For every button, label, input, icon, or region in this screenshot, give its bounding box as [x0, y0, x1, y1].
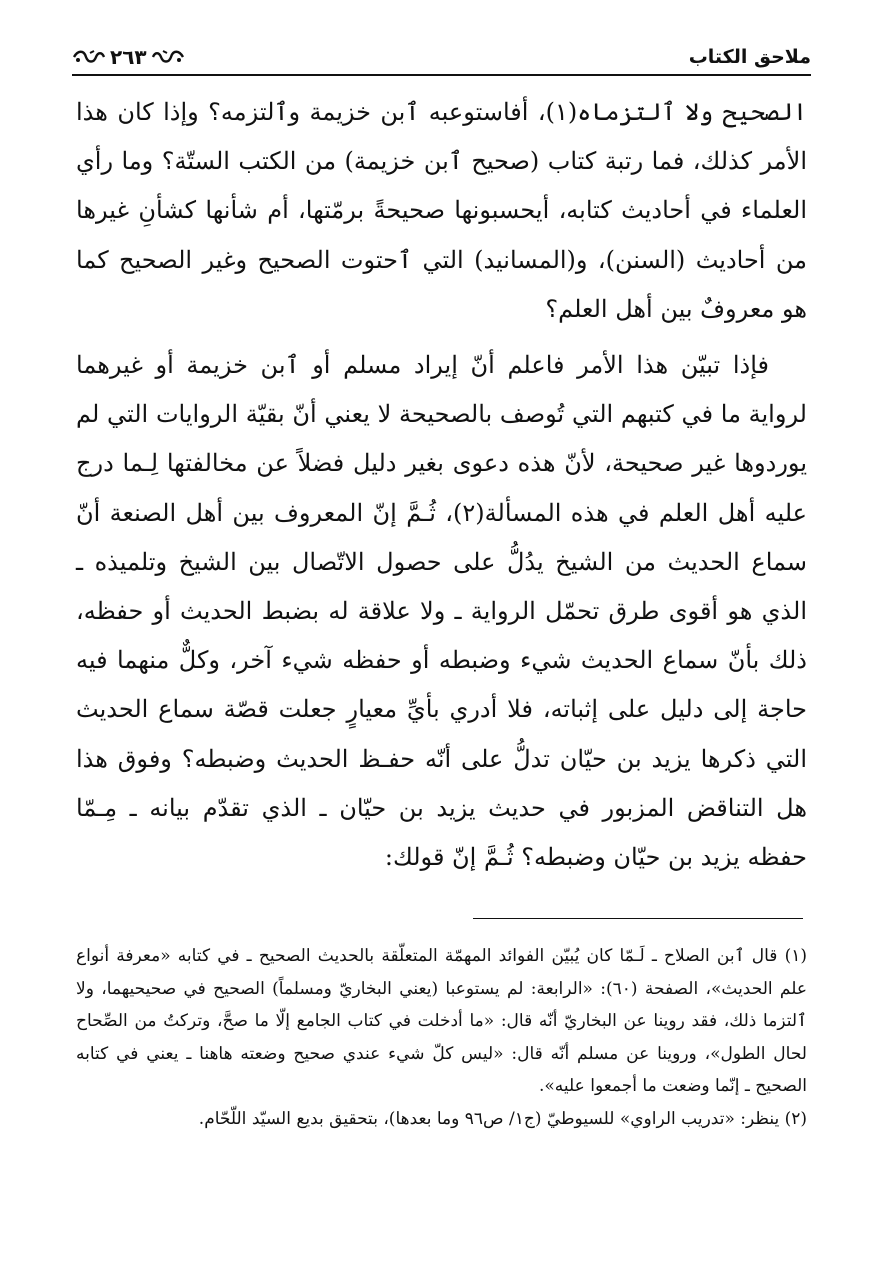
- footnote-2: (٢) ينظر: «تدريب الراوي» للسيوطيّ (ج١/ ص٩٦ وما بعدها)، بتحقيق بديع السيّد اللّحّام.: [198, 1108, 807, 1129]
- ornament-right-icon: [151, 48, 185, 66]
- running-title: ملاحق الكتاب: [688, 46, 811, 68]
- main-text: [76, 88, 807, 882]
- footnote-separator: [473, 918, 803, 919]
- footnote-1: (١) قال ٱبن الصلاح ـ لَـمّا كان يُبيّن الفوائد المهمّة المتعلّقة بالحديث الصحيح ـ في كتابه «معرفة أنواع علم الحديث»، الصفحة (٦٠): «الرابعة: لم يستوعبا (يعني البخاريّ ومسلماً) الصحيح في صحيحيهما، ولا ٱلتزما ذلك، فقد روينا عن البخاريّ أنّه قال: «ما أدخلت في كتاب الجامع إلّا ما صحَّ، وتركتُ من الصِّحاح لحال الطول»، وروينا عن مسلم أنّه قال: «ليس كلّ شيء عندي صحيح وضعته هاهنا ـ يعني في كتابه الصحيح ـ إنّما وضعت ما أجمعوا عليه».: [76, 946, 808, 1096]
- page-header: [72, 34, 811, 76]
- page-number: ٢٦٣: [110, 45, 147, 69]
- page-number-block: [72, 45, 185, 74]
- paragraph-2: فإذا تبيّن هذا الأمر فاعلم أنّ إيراد مسلم أو ٱبن خزيمة أو غيرهما لرواية ما في كتبهم التي تُوصف بالصحيحة لا يعني أنّ بقيّة الروايات التي لم يوردوها غير صحيحة، لأنّ هذه دعوى بغير دليل فضلاً عن مخالفتها لِـما درج عليه أهل العلم في هذه المسألة(٢)، ثُـمَّ إنّ المعروف بين أهل الصنعة أنّ سماع الحديث من الشيخ يدُلُّ على حصول الاتّصال بين الشيخ وتلميذه ـ الذي هو أقوى طرق تحمّل الرواية ـ ولا علاقة له بضبط الحديث أو حفظه، ذلك بأنّ سماع الحديث شيء وضبطه أو حفظه شيء آخر، وكلٌّ منهما فيه حاجة إلى دليل على إثباته، فلا أدري بأيِّ معيارٍ جعلت قصّة سماع الحديث التي ذكرها يزيد بن حيّان تدلُّ على أنّه حفـظ الحديث وضبطه؟ وفوق هذا هل التناقض المزبور في حديث يزيد بن حيّان ـ الذي تقدّم بيانه ـ مِـمّا حفظه يزيد بن حيّان وضبطه؟ ثُـمَّ إنّ قولك:: [76, 351, 808, 872]
- paragraph-1: الصحيح ولا ٱلتزماه(١)، أفاستوعبه ٱبن خزيمة وٱلتزمه؟ وإذا كان هذا الأمر كذلك، فما رتبة كتاب (صحيح ٱبن خزيمة) من الكتب الستّة؟ وما رأي العلماء في أحاديث كتابه، أيحسبونها صحيحةً برمّتها، أم شأنها كشأنِ غيرها من أحاديث (السنن)، و(المسانيد) التي ٱحتوت الصحيح وغير الصحيح كما هو معروفٌ بين أهل العلم؟: [76, 98, 808, 323]
- footnotes: [76, 940, 807, 1135]
- ornament-left-icon: [72, 48, 106, 66]
